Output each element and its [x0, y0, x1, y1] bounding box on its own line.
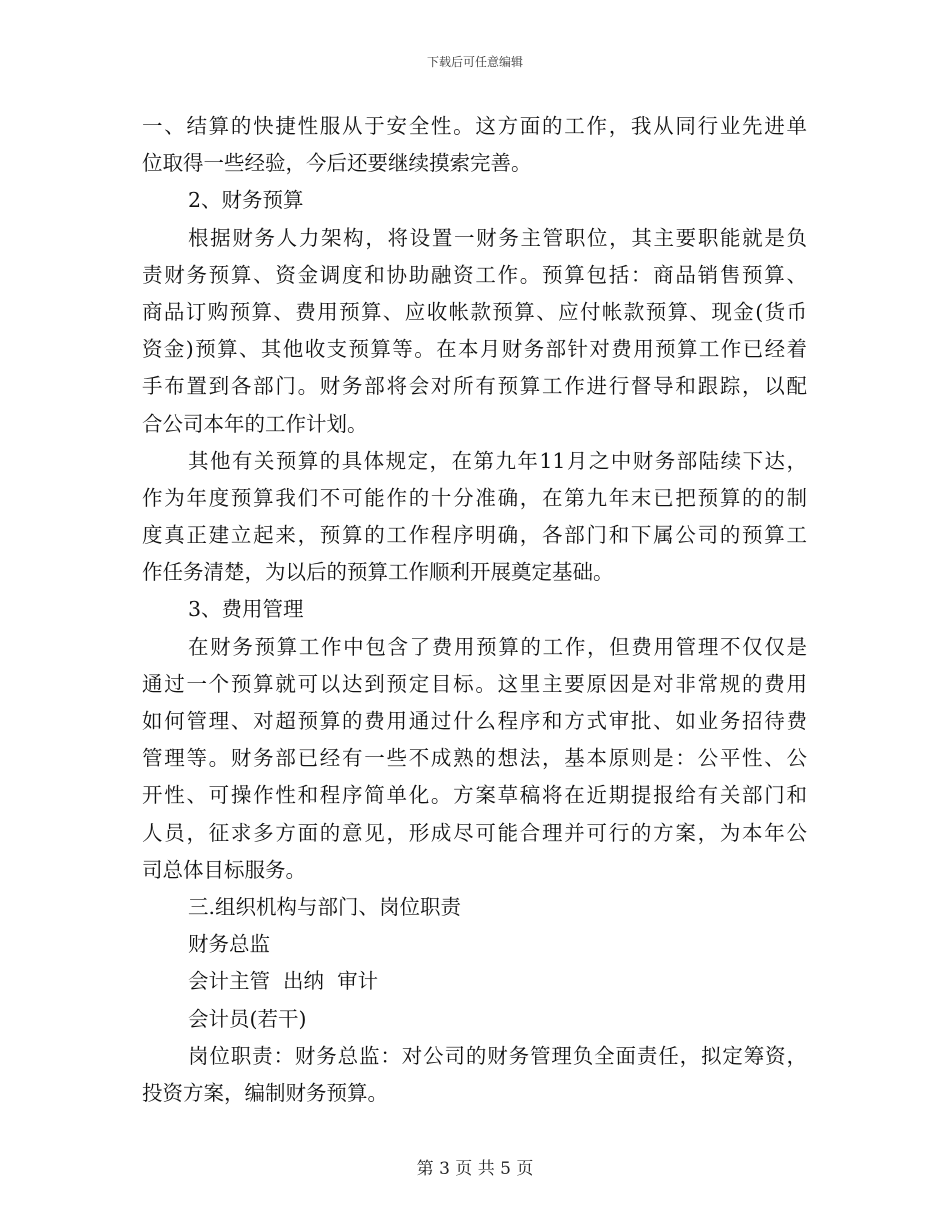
text-line: 根据财务人力架构，将设置一财务主管职位，其主要职能就是负	[188, 225, 807, 250]
text-line: 通过一个预算就可以达到预定目标。这里主要原因是对非常规的费用	[142, 671, 807, 696]
page-header: 下载后可任意编辑	[426, 55, 523, 69]
section-heading: 3、费用管理	[188, 597, 304, 622]
text-line: 其他有关预算的具体规定，在第九年11月之中财务部陆续下达，	[188, 448, 807, 473]
text-line: 如何管理、对超预算的费用通过什么程序和方式审批、如业务招待费	[142, 709, 807, 733]
document-body	[142, 108, 807, 1112]
text-line: 度真正建立起来，预算的工作程序明确，各部门和下属公司的预算工	[142, 523, 807, 548]
text-line: 在财务预算工作中包含了费用预算的工作，但费用管理不仅仅是	[188, 634, 807, 659]
text-line: 手布置到各部门。财务部将会对所有预算工作进行督导和跟踪，以配	[142, 374, 807, 399]
section-heading: 三.组织机构与部门、岗位职责	[188, 894, 462, 919]
text-line: 投资方案，编制财务预算。	[142, 1080, 388, 1105]
text-line: 一、结算的快捷性服从于安全性。这方面的工作，我从同行业先进单	[142, 114, 807, 138]
text-line: 人员，征求多方面的意见，形成尽可能合理并可行的方案，为本年公	[142, 820, 807, 845]
text-line: 开性、可操作性和程序简单化。方案草稿将在近期提报给有关部门和	[142, 783, 807, 808]
org-role-line: 会计员(若干)	[188, 1006, 307, 1031]
text-line: 司总体目标服务。	[142, 857, 306, 882]
text-line: 商品订购预算、费用预算、应收帐款预算、应付帐款预算、现金(货币	[142, 299, 807, 324]
text-line: 位取得一些经验，今后还要继续摸索完善。	[142, 151, 532, 176]
text-line: 资金)预算、其他收支预算等。在本月财务部针对费用预算工作已经着	[142, 337, 807, 362]
text-line: 岗位职责：财务总监：对公司的财务管理负全面责任，拟定筹资，	[188, 1043, 807, 1068]
org-role-line: 财务总监	[188, 932, 270, 957]
text-line: 责财务预算、资金调度和协助融资工作。预算包括：商品销售预算、	[142, 262, 807, 287]
org-role-line: 会计主管 出纳 审计	[188, 969, 379, 994]
text-line: 管理等。财务部已经有一些不成熟的想法，基本原则是：公平性、公	[142, 746, 807, 771]
text-line: 作为年度预算我们不可能作的十分准确，在第九年末已把预算的的制	[142, 485, 807, 510]
text-line: 作任务清楚，为以后的预算工作顺利开展奠定基础。	[142, 560, 614, 585]
page-footer: 第 3 页 共 5 页	[416, 1159, 534, 1179]
text-line: 合公司本年的工作计划。	[142, 411, 368, 436]
section-heading: 2、财务预算	[188, 188, 304, 213]
